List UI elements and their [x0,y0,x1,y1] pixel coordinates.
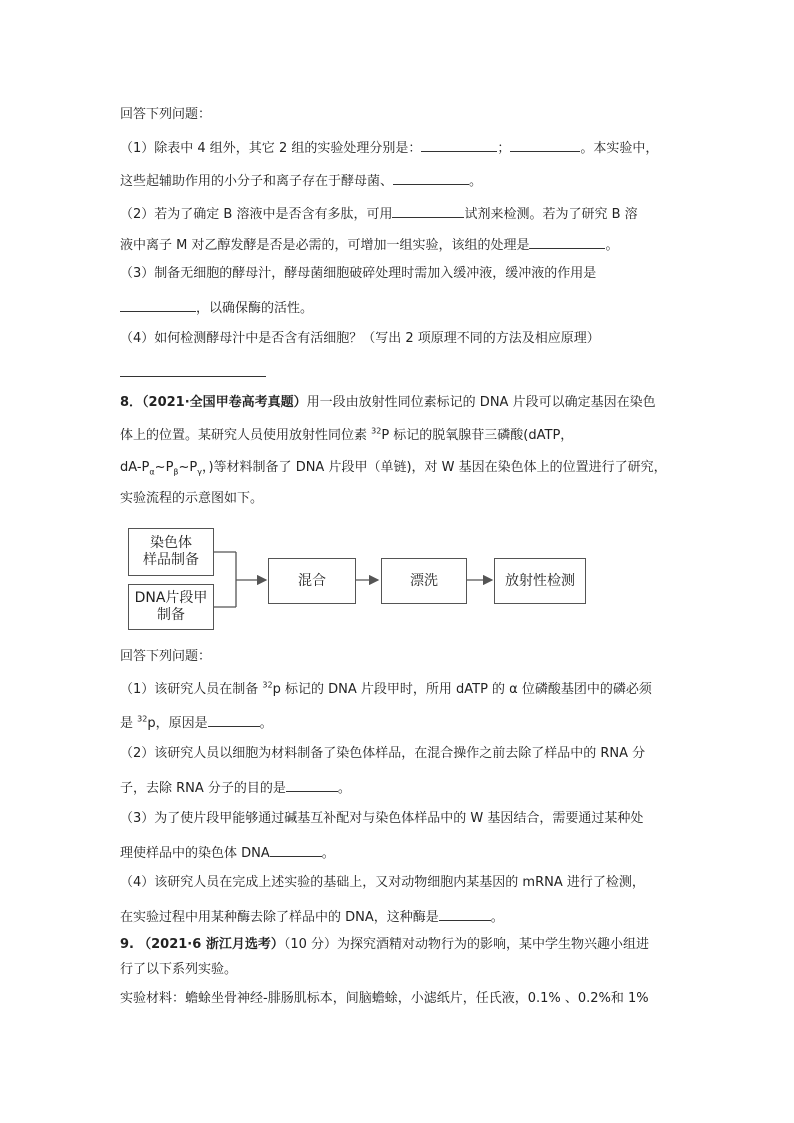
flow-box-chromosome-sample-prep: 染色体 样品制备 [128,528,214,576]
q7-part4-answer-line [120,362,266,383]
answer-blank[interactable] [286,777,338,792]
answer-blank[interactable] [208,712,260,727]
q7-part2-line2: 液中离子 M 对乙醇发酵是否是必需的，可增加一组实验，该组的处理是 。 [120,234,619,255]
q8-intro-line1: 8．（2021·全国甲卷高考真题）用一段由放射性同位素标记的 DNA 片段可以确定基因在染色 [120,395,656,410]
q9-materials: 实验材料：蟾蜍坐骨神经-腓肠肌标本，间脑蟾蜍，小滤纸片，任氏液，0.1% 、0.2%和 1% [120,991,649,1006]
answer-blank[interactable] [510,137,580,152]
q7-part2-line1: （2）若为了确定 B 溶液中是否含有多肽，可用 试剂来检测。若为了研究 B 溶 [120,203,638,224]
q8-part4-line2: 在实验过程中用某种酶去除了样品中的 DNA，这种酶是 。 [120,906,504,927]
answer-blank[interactable] [270,842,322,857]
answer-blank[interactable] [421,137,497,152]
q8-part1-line1: （1）该研究人员在制备 $^{32}$p 标记的 DNA 片段甲时，所用 dATP 的 α 位磷酸基团中的磷必须 [120,680,652,697]
q8-part1-line2: 是 $^{32}$p，原因是 。 [120,712,273,733]
flow-box-rinse: 漂洗 [381,558,467,604]
q8-part2-line2: 子，去除 RNA 分子的目的是 。 [120,777,351,798]
q9-intro-line1: 9. （2021·6 浙江月选考）（10 分）为探究酒精对动物行为的影响，某中学生物兴趣小组进 [120,937,650,952]
q9-source: （2021·6 浙江月选考） [138,937,284,952]
q8-source: （2021·全国甲卷高考真题） [142,395,307,410]
q8-part4-line1: （4）该研究人员在完成上述实验的基础上，又对动物细胞内某基因的 mRNA 进行了检测， [120,875,645,890]
q8-answer-intro: 回答下列问题： [120,649,212,664]
q7-part1-line2: 这些起辅助作用的小分子和离子存在于酵母菌、 。 [120,170,482,191]
answer-blank[interactable] [392,203,464,218]
flow-box-mix: 混合 [268,558,356,604]
q7-part4: （4）如何检测酵母汁中是否含有活细胞？（写出 2 项原理不同的方法及相应原理） [120,331,600,346]
q7-answer-intro: 回答下列问题： [120,107,212,122]
answer-blank[interactable] [120,297,196,312]
q8-intro-line3: $dA-P_\alpha\sim P_\beta\sim P_\gamma$，)等材料制备了 DNA 片段甲（单链)，对 W 基因在染色体上的位置进行了研究， [120,460,667,477]
q9-intro-line2: 行了以下系列实验。 [120,962,238,977]
q8-part3-line2: 理使样品中的染色体 DNA 。 [120,842,335,863]
answer-blank[interactable] [120,362,266,377]
q8-intro-line2: 体上的位置。某研究人员使用放射性同位素 $^{32}$P 标记的脱氧腺苷三磷酸(dATP， [120,426,574,443]
q8-part2-line1: （2）该研究人员以细胞为材料制备了染色体样品，在混合操作之前去除了样品中的 RNA 分 [120,746,646,761]
answer-blank[interactable] [393,170,469,185]
flow-box-dna-fragment-prep: DNA片段甲 制备 [128,584,214,630]
q7-part3-line1: （3）制备无细胞的酵母汁，酵母菌细胞破碎处理时需加入缓冲液，缓冲液的作用是 [120,266,597,281]
q7-part3-line2: ，以确保酶的活性。 [120,297,313,318]
experiment-flow-diagram [118,520,598,632]
answer-blank[interactable] [529,234,605,249]
q8-intro-line4: 实验流程的示意图如下。 [120,491,264,506]
answer-blank[interactable] [439,906,491,921]
flow-box-radioactivity-detection: 放射性检测 [494,558,586,604]
q8-part3-line1: （3）为了使片段甲能够通过碱基互补配对与染色体样品中的 W 基因结合，需要通过某种处 [120,811,644,826]
q7-part1-line1: （1）除表中 4 组外，其它 2 组的实验处理分别是： ； 。本实验中， [120,137,658,158]
